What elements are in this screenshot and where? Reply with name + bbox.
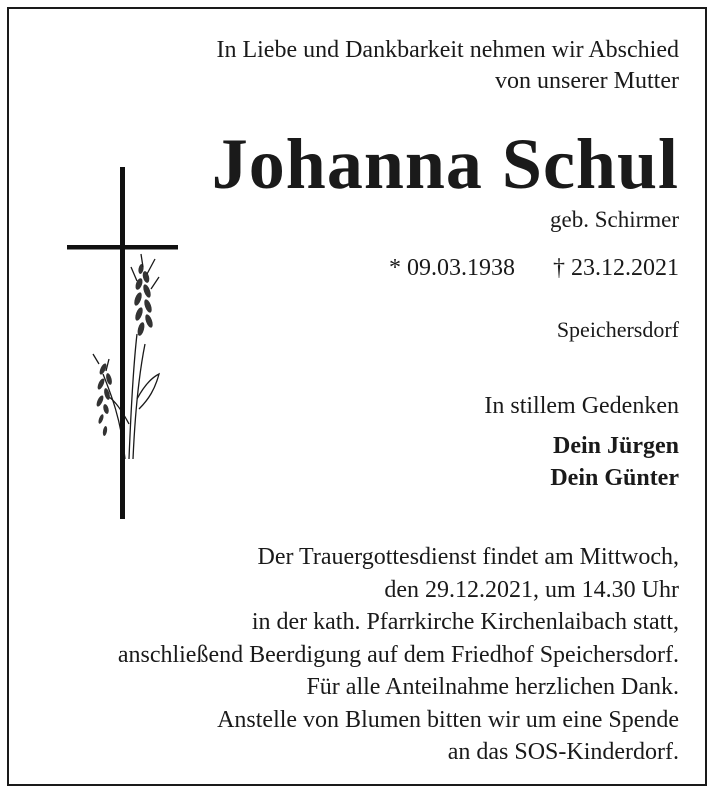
wheat-icon — [93, 254, 159, 459]
obituary-notice — [7, 7, 707, 786]
memory-line: In stillem Gedenken — [484, 393, 679, 419]
cross-with-wheat — [59, 159, 189, 521]
birth-date: * 09.03.1938 — [389, 255, 515, 281]
service-line: an das SOS-Kinderdorf. — [447, 739, 679, 765]
service-line: Der Trauergottesdienst findet am Mittwoch, — [257, 544, 679, 570]
birth-name: geb. Schirmer — [549, 207, 679, 232]
signers — [550, 430, 679, 494]
death-date: † 23.12.2021 — [553, 255, 679, 281]
intro-line: von unserer Mutter — [495, 68, 679, 94]
place: Speichersdorf — [556, 317, 679, 342]
signer: Dein Jürgen — [553, 433, 679, 459]
life-dates — [389, 252, 679, 284]
deceased-name: Johanna Schul — [211, 124, 679, 204]
service-line: Für alle Anteilnahme herzlichen Dank. — [306, 674, 679, 700]
service-line: den 29.12.2021, um 14.30 Uhr — [384, 576, 679, 603]
service-info — [118, 541, 679, 769]
service-line: in der kath. Pfarrkirche Kirchenlaibach statt, — [251, 609, 679, 635]
intro-text — [216, 35, 679, 97]
signer: Dein Günter — [550, 465, 679, 491]
service-line: anschließend Beerdigung auf dem Friedhof Speichersdorf. — [117, 641, 679, 668]
service-line: Anstelle von Blumen bitten wir um eine Spende — [217, 706, 679, 733]
intro-line: In Liebe und Dankbarkeit nehmen wir Abschied — [216, 37, 679, 63]
cross-icon — [67, 167, 178, 519]
